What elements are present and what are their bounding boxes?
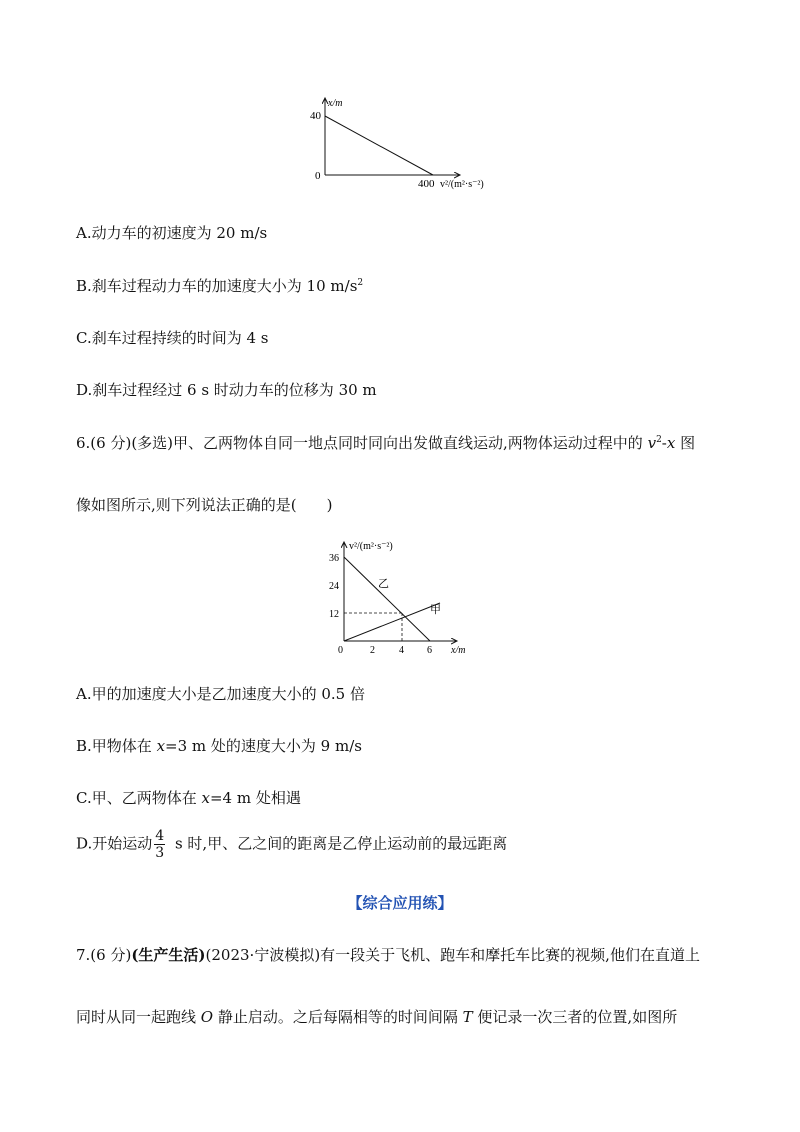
x-axis-label: v²/(m²·s⁻²)	[440, 179, 484, 190]
q6-sup: 2	[656, 435, 662, 445]
origin-label: 0	[315, 170, 321, 182]
q5-option-b	[76, 275, 363, 296]
fraction-numerator: 4	[155, 828, 165, 844]
q7-prefix: 7.(6 分)	[76, 946, 132, 964]
q6-option-c-post: =4 m 处相遇	[209, 789, 301, 807]
fraction-denominator: 3	[155, 845, 165, 861]
q6-option-d-pre: D.开始运动	[76, 834, 153, 853]
q6-option-a: A.甲的加速度大小是乙加速度大小的 0.5 倍	[76, 685, 365, 703]
q7-var-o: O	[200, 1008, 214, 1026]
q5-option-a: A.动力车的初速度为 20 m/s	[76, 224, 268, 242]
q6-stem-text: 6.(6 分)(多选)甲、乙两物体自同一地点同时同向出发做直线运动,两物体运动过程中的	[76, 434, 648, 452]
q6-option-b-var: x	[156, 737, 166, 755]
x-axis-label: x/m	[451, 645, 466, 656]
q6-option-c-pre: C.甲、乙两物体在	[76, 789, 202, 807]
series-jia-line	[344, 603, 440, 641]
q6-option-b-pre: B.甲物体在	[76, 737, 157, 755]
q6-var-x: x	[666, 434, 676, 452]
q5-option-d: D.刹车过程经过 6 s 时动力车的位移为 30 m	[76, 381, 377, 399]
y-tick-40: 40	[310, 110, 321, 122]
y-tick-12: 12	[329, 609, 339, 620]
q6-option-b-post: =3 m 处的速度大小为 9 m/s	[165, 737, 362, 755]
y-axis-label: x/m	[328, 98, 343, 109]
chart-x-vs-v2	[300, 92, 510, 197]
section-heading: 【综合应用练】	[347, 894, 453, 912]
q6-dash: -	[661, 434, 667, 452]
x-tick-6: 6	[427, 645, 432, 656]
q5-option-c: C.刹车过程持续的时间为 4 s	[76, 329, 269, 347]
q5-option-b-text: B.刹车过程动力车的加速度大小为 10 m/s	[76, 277, 358, 295]
q7-line1-text: (2023·宁波模拟)有一段关于飞机、跑车和摩托车比赛的视频,他们在直道上	[205, 946, 700, 964]
q7-tag: (生产生活)	[131, 946, 206, 964]
q7-stem-line2	[76, 1006, 677, 1027]
x-tick-4: 4	[399, 645, 404, 656]
q6-option-c	[76, 787, 301, 808]
q7-stem-line1	[76, 944, 700, 965]
q6-option-d	[76, 828, 507, 861]
series-yi-line	[344, 557, 430, 641]
y-tick-36: 36	[329, 553, 339, 564]
origin-label: 0	[338, 645, 343, 656]
label-jia: 甲	[430, 604, 441, 616]
y-tick-24: 24	[329, 581, 339, 592]
x-tick-2: 2	[370, 645, 375, 656]
q7-line2-mid: 静止启动。之后每隔相等的时间间隔	[213, 1008, 463, 1026]
y-axis-label: v²/(m²·s⁻²)	[349, 541, 393, 552]
q6-var-v: v	[647, 434, 657, 452]
q6-stem-line2: 像如图所示,则下列说法正确的是( )	[76, 496, 333, 514]
q5-option-b-sup: 2	[357, 278, 364, 288]
q7-line2-pre: 同时从同一起跑线	[76, 1008, 201, 1026]
x-tick-400: 400	[418, 178, 435, 190]
label-yi: 乙	[378, 578, 389, 590]
fraction-four-thirds	[154, 828, 165, 861]
q6-option-b	[76, 735, 362, 756]
q6-stem-end: 图	[675, 434, 696, 452]
q7-line2-post: 便记录一次三者的位置,如图所	[472, 1008, 678, 1026]
q7-var-t: T	[462, 1008, 473, 1026]
q6-stem-line1	[76, 432, 695, 453]
q6-option-d-post: s 时,甲、乙之间的距离是乙停止运动前的最远距离	[170, 834, 508, 853]
chart-v2-vs-x	[320, 534, 480, 656]
data-line	[325, 116, 433, 175]
q6-option-c-var: x	[201, 789, 210, 807]
